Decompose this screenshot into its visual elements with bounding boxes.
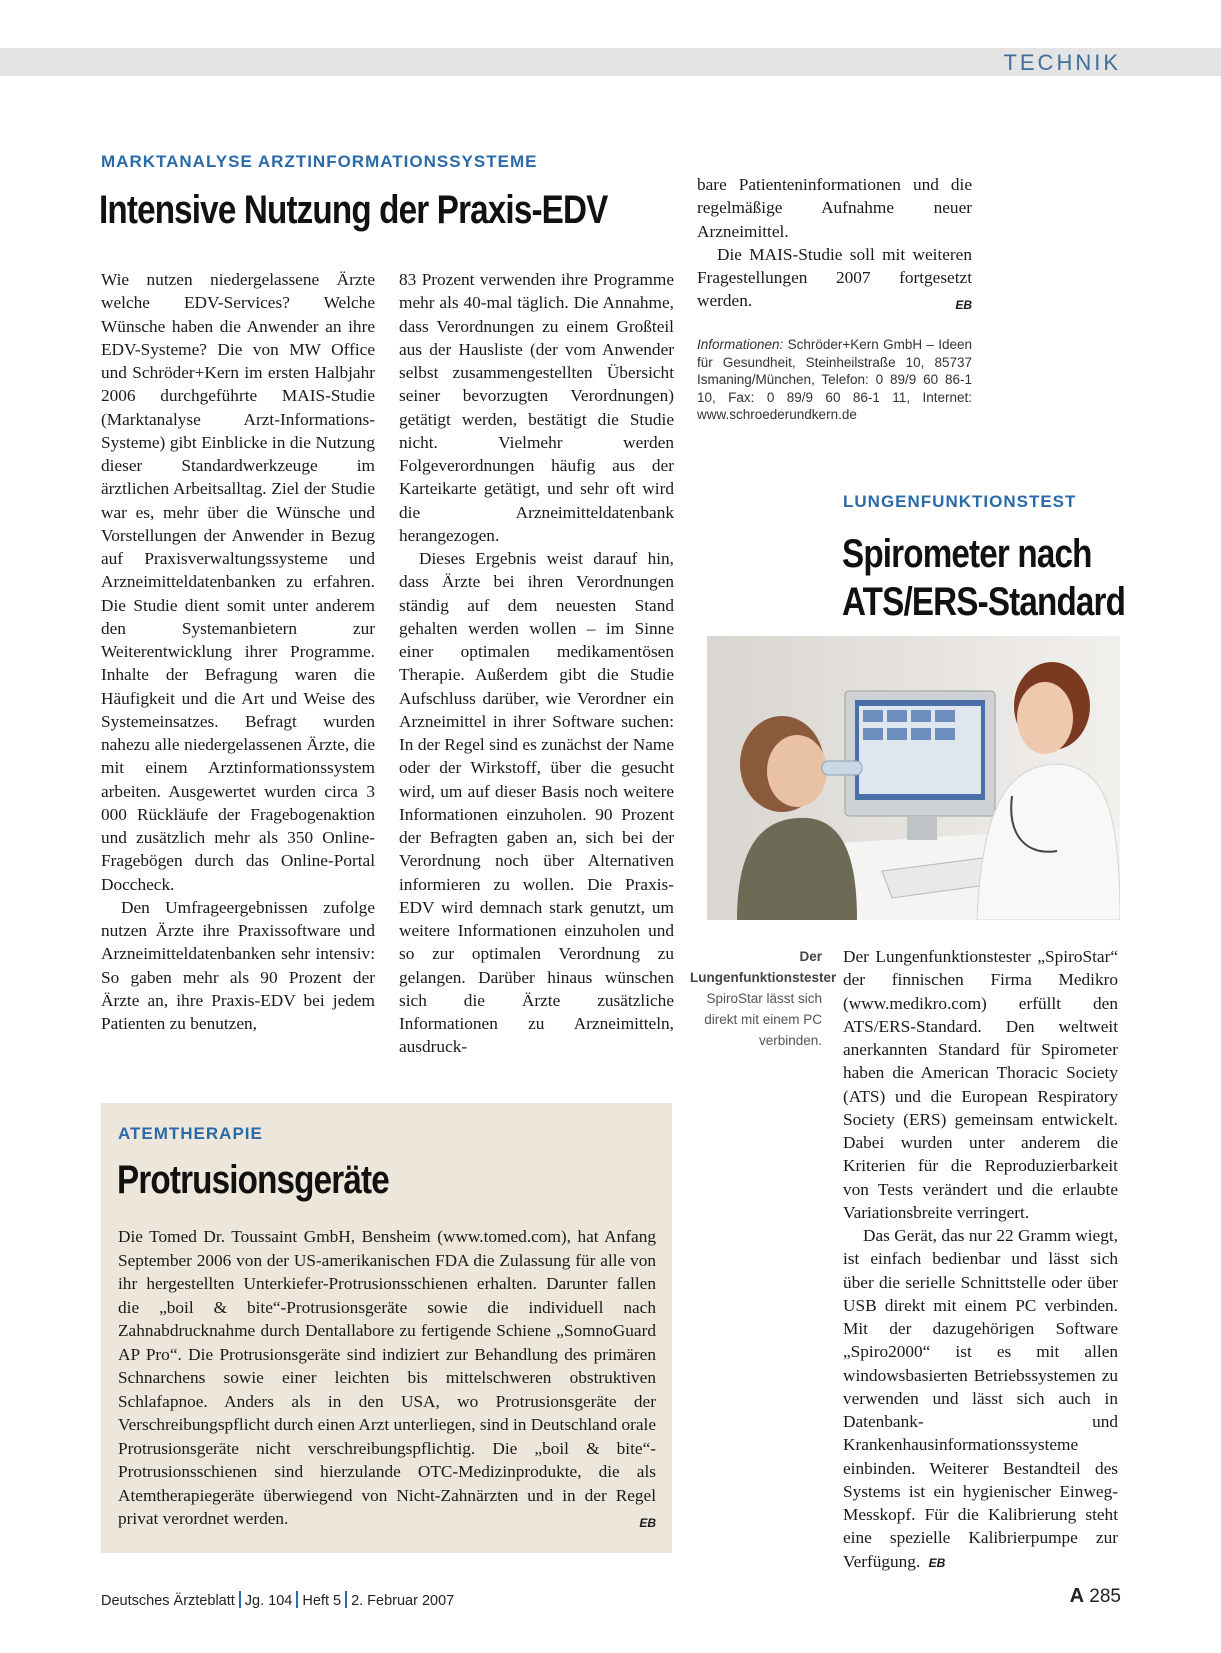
- footer-separator: [345, 1591, 347, 1608]
- article1-paragraph: bare Patienteninformationen und die regelmäßige Aufnahme neuer Arzneimittel.: [697, 175, 972, 241]
- article1-paragraph: Dieses Ergebnis weist darauf hin, dass Ärzte bei ihren Verordnungen ständig auf dem neuesten Stand gehalten werden wollen – im Sinne einer optimalen medikamentösen Therapie. Außerdem gibt die Studie Aufschluss darüber, wie Verordner ein Arzneimittel in ihrer Software suchen: In der Regel sind es zunächst der Name oder der Wirkstoff, über die gesucht wird, um auf dieser Basis noch weitere Informationen einzuholen. 90 Prozent der Befragten gaben an, sich bei der Verordnung noch über Alternativen informieren zu wollen. Die Praxis-EDV wird demnach stark genutzt, um weitere Informationen einzuholen und so zur optimalen Verordnung zu gelangen. Darüber hinaus wünschen sich die Ärzte zusätzliche Informationen zu Arzneimitteln, ausdruck-: [399, 549, 674, 1057]
- page-number-value: 285: [1089, 1586, 1121, 1607]
- article2-title-line: Spirometer nach: [842, 532, 1092, 576]
- article2-column: [843, 945, 1118, 1575]
- article2-paragraph: Das Gerät, das nur 22 Gramm wiegt, ist einfach bedienbar und lässt sich über die serielle Schnittstelle oder über USB direkt mit einem PC verbinden. Mit der dazugehörigen Software „Spiro2000“ ist es mit allen windowsbasierten Betriebssystemen zu verwenden und lässt sich auch in Datenbank- und Krankenhausinformationssysteme einbinden. Weiterer Bestandteil des Systems ist ein hygienischer Einweg-Messkopf. Für die Kalibrierung steht eine spezielle Kalibrierpumpe zur Verfügung. EB: [843, 1226, 1118, 1571]
- article2-kicker: LUNGENFUNKTIONSTEST: [843, 492, 1077, 511]
- article1-paragraph: Die MAIS-Studie soll mit weiteren Fragestellungen 2007 fortgesetzt werden. EB: [697, 243, 972, 313]
- article1-column-3: [697, 173, 972, 318]
- article1-kicker: MARKTANALYSE ARZTINFORMATIONSSYSTEME: [101, 152, 538, 171]
- page-number: [1070, 1585, 1121, 1608]
- article3-title: Protrusionsgeräte: [117, 1158, 389, 1202]
- article3-kicker: ATEMTHERAPIE: [118, 1124, 263, 1143]
- info-text: Schröder+Kern GmbH – Ideen für Gesundheit, Steinheilstraße 10, 85737 Ismaning/München, Telefon: 0 89/9 60 86-1 10, Fax: 0 89/9 60 86-1 11, Internet: www.schroederundkern.de: [697, 337, 972, 422]
- footer-separator: [296, 1591, 298, 1608]
- article3-body: [118, 1225, 656, 1536]
- article2-signature: EB: [928, 1555, 946, 1570]
- article1-paragraph: Wie nutzen niedergelassene Ärzte welche EDV-Services? Welche Wünsche haben die Anwender an ihre EDV-Systeme? Die von MW Office und Schröder+Kern im ersten Halbjahr 2006 durchgeführte MAIS-Studie (Marktanalyse Arzt-Informations-Systeme) gibt Einblicke in die Nutzung dieser Standardwerkzeuge im ärztlichen Arbeitsalltag. Ziel der Studie war es, mehr über die Wünsche und Vorstellungen der Anwender in Bezug auf Praxisverwaltungssysteme und Arzneimitteldatenbanken zu erfahren. Die Studie dient somit unter anderem den Systemanbietern zur Weiterentwicklung ihrer Programme. Inhalte der Befragung waren die Häufigkeit und die Art und Weise des Systemeinsatzes. Befragt wurden nahezu alle niedergelassenen Ärzte, die mit einem Arztinformationssystem arbeiten. Ausgewertet wurden circa 3 000 Rückläufe der Fragebogenaktion und zusätzlich mehr als 350 Online-Fragebögen durch das Online-Portal Doccheck.: [101, 270, 375, 894]
- footer: [101, 1591, 454, 1609]
- article1-info: [697, 336, 972, 424]
- article3-signature: EB: [639, 1516, 656, 1530]
- spirometer-photo: [707, 636, 1120, 920]
- article1-signature: EB: [955, 298, 972, 313]
- footer-date: 2. Februar 2007: [351, 1593, 455, 1609]
- article2-title-line: ATS/ERS-Standard: [842, 580, 1126, 624]
- section-label: TECHNIK: [1003, 50, 1121, 75]
- info-label: Informationen:: [697, 337, 784, 352]
- footer-volume: Jg. 104: [244, 1593, 293, 1609]
- article1-paragraph: 83 Prozent verwenden ihre Programme mehr als 40-mal täglich. Die Annahme, dass Verordnungen zu einem Großteil aus der Hausliste (der vom Anwender selbst zusammengestellten Übersicht seiner bevorzugten Verordnungen) getätigt werden, bestätigt die Studie nicht. Vielmehr werden Folgeverordnungen häufig aus der Karteikarte getätigt, und sehr oft wird die Arzneimitteldatenbank herangezogen.: [399, 270, 674, 545]
- article2-title: [842, 530, 1125, 626]
- article3-paragraph: Die Tomed Dr. Toussaint GmbH, Bensheim (www.tomed.com), hat Anfang September 2006 von der US-amerikanischen FDA die Zulassung für alle von ihr hergestellten Unterkiefer-Protrusionsschienen erhalten. Darunter fallen die „boil & bite“-Protrusionsgeräte sowie die individuell nach Zahnabdrucknahme durch Dentallabore zu fertigende Schiene „SomnoGuard AP Pro“. Die Protrusionsgeräte sind indiziert zur Behandlung des primären Schnarchens sowie einer leichten bis mittelschweren obstruktiven Schlafapnoe. Anders als in den USA, wo Protrusionsgeräte der Verschreibungspflicht durch einen Arzt unterliegen, sind in Deutschland orale Protrusionsgeräte nicht verschreibungspflichtig. Die „boil & bite“-Protrusionsschienen sind hierzulande OTC-Medizinprodukte, die als Atemtherapiegeräte überwiegend von Nicht-Zahnärzten und in der Regel privat verordnet werden. EB: [118, 1225, 656, 1531]
- article2-paragraph: Der Lungenfunktionstester „SpiroStar“ der finnischen Firma Medikro (www.medikro.com) erfüllt den ATS/ERS-Standard. Den weltweit anerkannten Standard für Spirometer haben die American Thoracic Society (ATS) und die European Respiratory Society (ERS) gemeinsam entwickelt. Dabei wurden unter anderem die Kriterien für die Reproduzierbarkeit von Tests verändert und die erlaubte Variationsbreite verringert.: [843, 947, 1118, 1222]
- article1-column-1: [101, 268, 375, 1035]
- caption-bold: Der Lungenfunktionstester: [690, 949, 837, 985]
- caption-text: SpiroStar lässt sich direkt mit einem PC verbinden.: [704, 991, 822, 1048]
- article1-paragraph: Den Umfrageergebnissen zufolge nutzen Ärzte ihre Praxissoftware und Arzneimitteldatenbanken sehr intensiv: So gaben mehr als 90 Prozent der Ärzte an, ihre Praxis-EDV bei jedem Patienten zu benutzen,: [101, 897, 375, 1033]
- photo-caption: [690, 946, 837, 1051]
- footer-separator: [239, 1591, 241, 1608]
- article1-title: Intensive Nutzung der Praxis-EDV: [99, 188, 608, 232]
- footer-journal: Deutsches Ärzteblatt: [101, 1593, 235, 1609]
- footer-issue: Heft 5: [302, 1593, 342, 1609]
- page-prefix: A: [1069, 1585, 1085, 1607]
- article1-column-2: [399, 268, 674, 1059]
